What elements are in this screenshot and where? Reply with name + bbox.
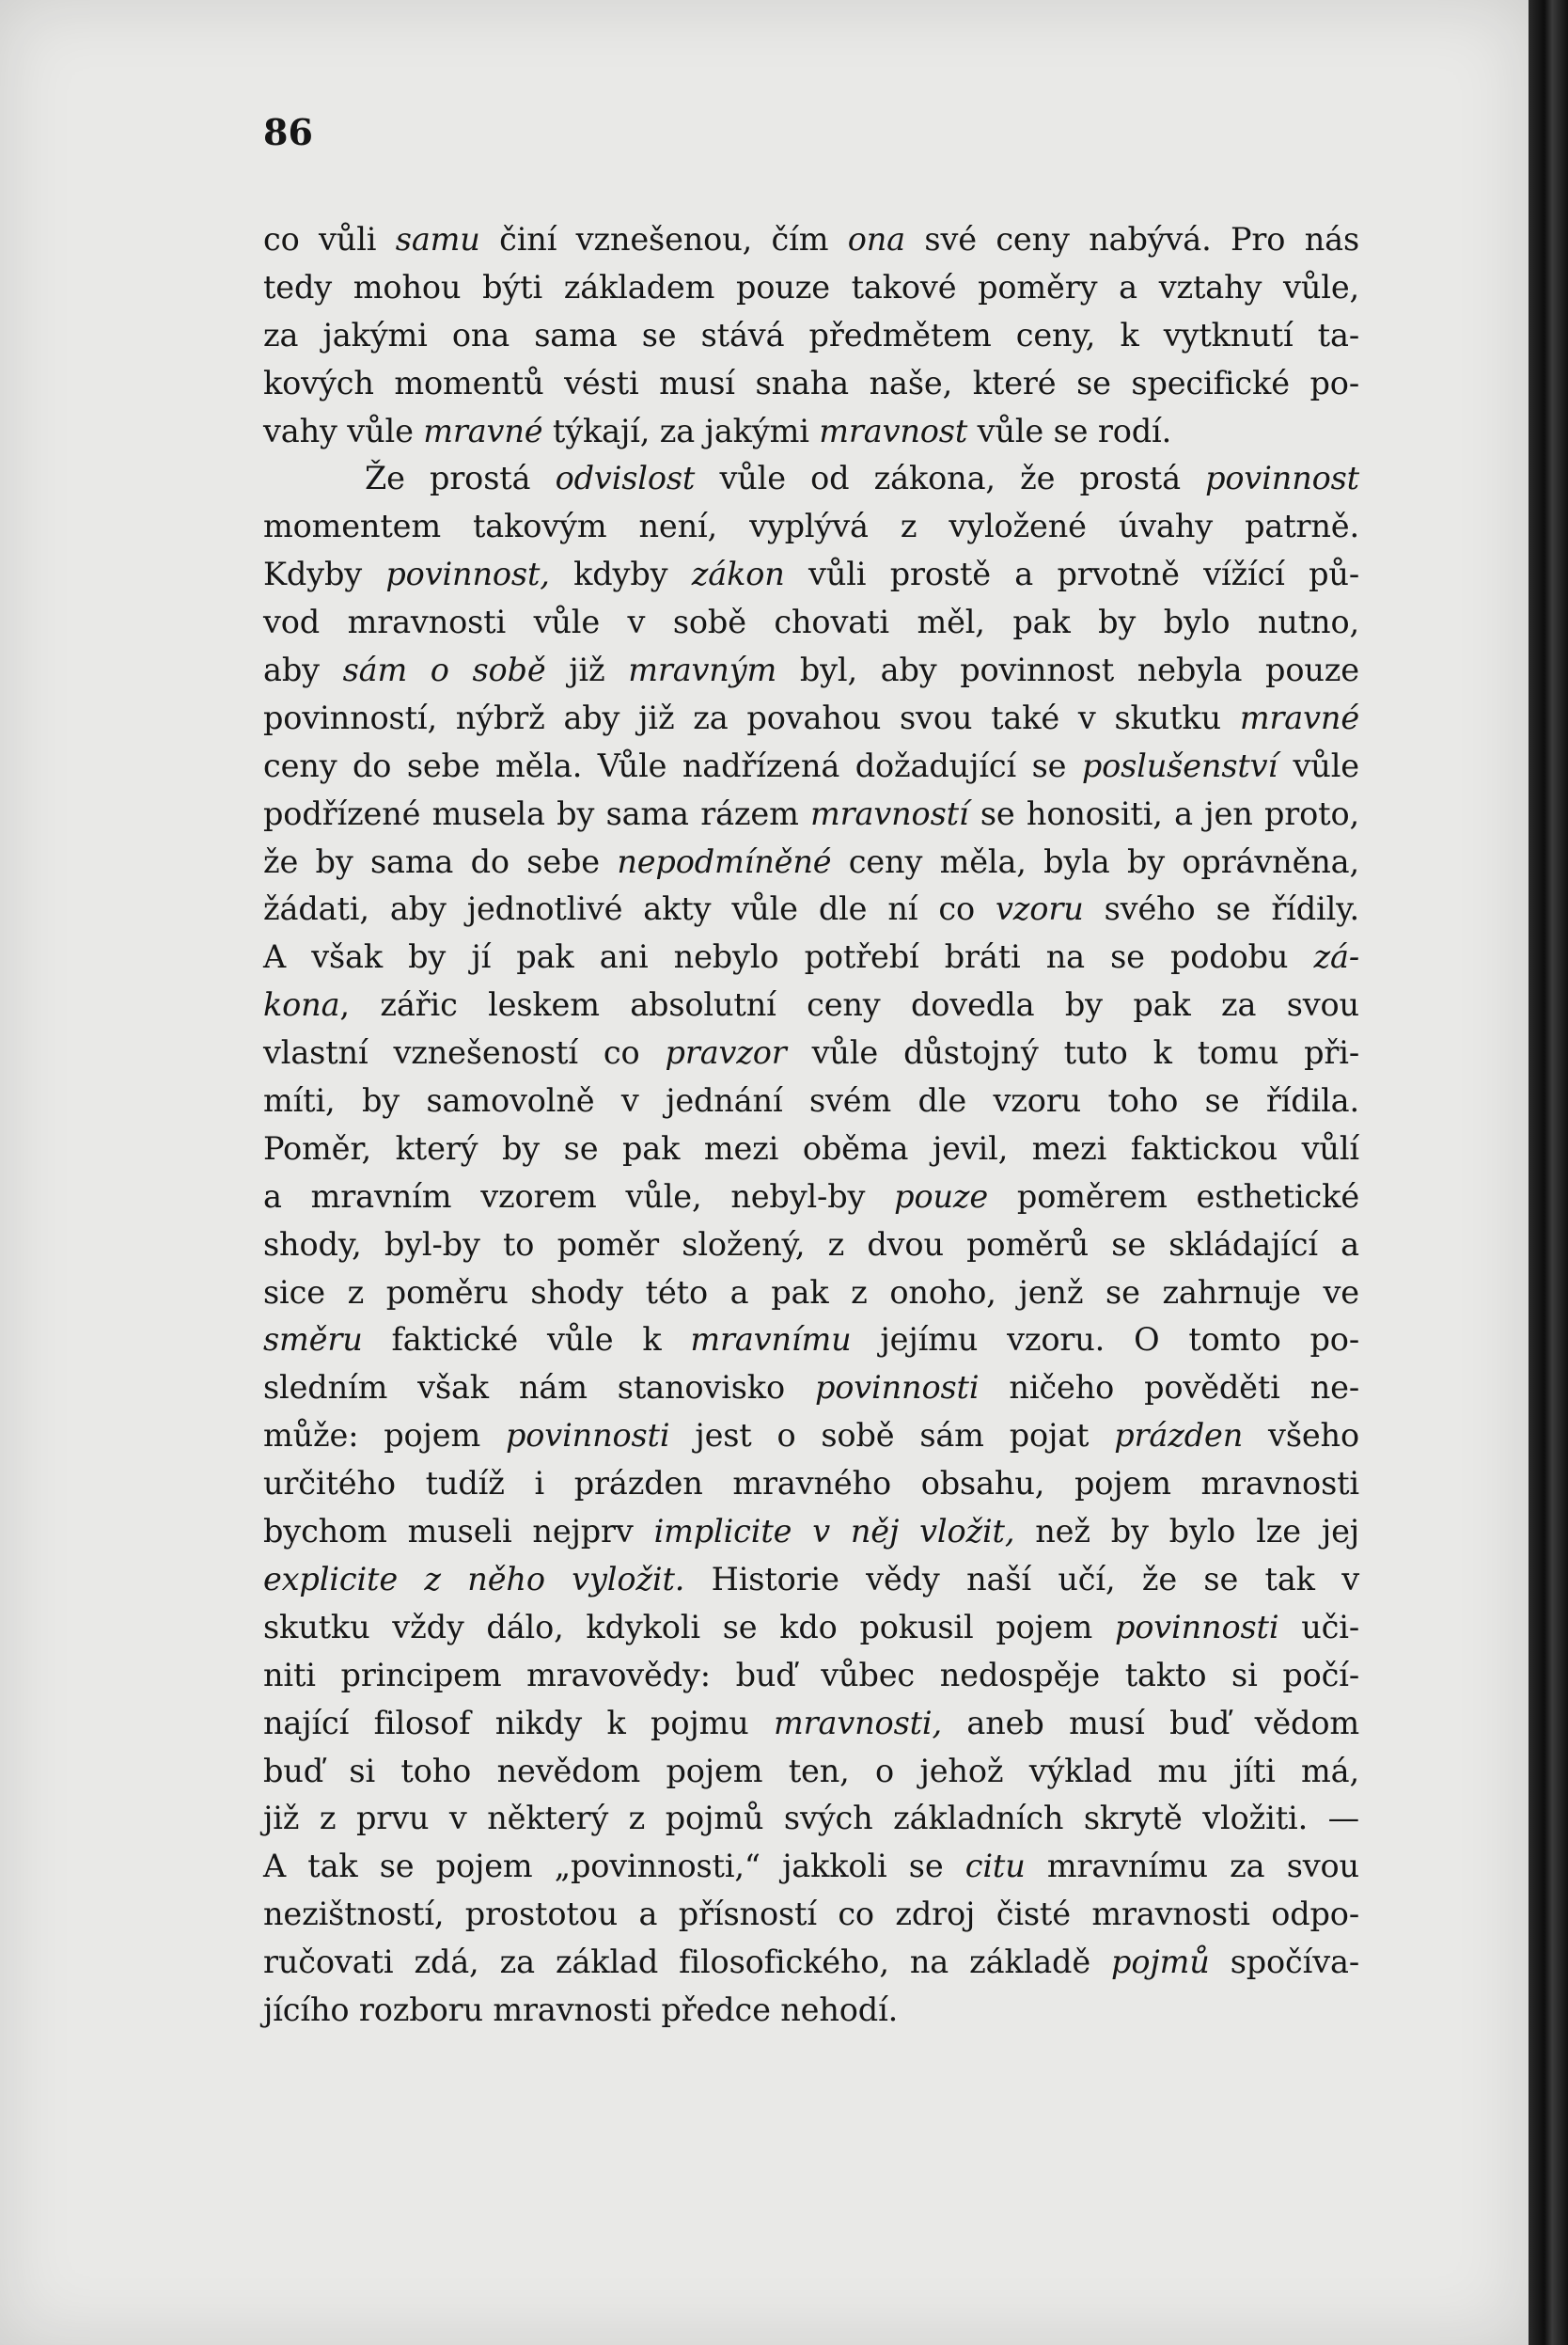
text-line [263,934,1359,982]
text-segment: Že prostá [365,460,556,497]
text-line [263,839,1359,887]
italic-text: mravnost [819,412,968,449]
text-segment: vlastní vznešeností co [263,1034,666,1072]
text-segment: vůle [1278,747,1359,784]
italic-text: mravné [1239,699,1359,736]
text-segment: všeho [1243,1417,1359,1455]
text-segment: A však by jí pak ani nebylo potřebí bráti na se podobu [263,938,1314,976]
text-segment: kdyby [549,556,692,593]
text-segment: že by sama do sebe [263,842,618,880]
text-line [263,551,1359,599]
text-segment: jejímu vzoru. O tomto po- [851,1321,1359,1359]
italic-text: vzoru [996,890,1084,928]
text-line [263,455,1359,503]
text-segment: jest o sobě sám pojat [669,1417,1115,1455]
text-segment: povinností, nýbrž aby již za povahou svou také v skutku [263,699,1240,736]
text-segment: ničeho pověděti ne- [979,1369,1359,1407]
text-segment: ceny měla, byla by oprávněna, [831,842,1360,880]
text-segment: shody, byl-by to poměr složený, z dvou poměrů se skládající a [263,1225,1359,1263]
text-segment: vahy vůle [263,412,424,449]
italic-text: povinnosti [505,1417,670,1455]
italic-text: směru [263,1321,363,1359]
text-segment: Kdyby [263,556,386,593]
text-segment: , zářic leskem absolutní ceny dovedla by pak za svou [339,986,1359,1024]
text-line [263,1460,1359,1508]
text-line [263,1221,1359,1269]
italic-text: mravným [628,652,777,689]
italic-text: mravnosti, [774,1704,942,1741]
text-line [263,1173,1359,1221]
page-edge [1529,0,1568,2345]
text-segment: aby [263,652,343,689]
text-line [263,503,1359,551]
text-segment: sledním však nám stanovisko [263,1369,815,1407]
text-segment: Poměr, který by se pak mezi oběma jevil, mezi faktickou vůlí [263,1129,1359,1167]
text-segment: poměrem esthetické [988,1177,1359,1215]
text-line [263,1030,1359,1078]
text-segment: vůli prostě a prvotně vížící pů- [784,556,1359,593]
text-line [263,216,1359,264]
text-segment: faktické vůle k [362,1321,691,1359]
text-segment: kových momentů vésti musí snaha naše, které se specifické po- [263,364,1359,401]
text-segment: činí vznešenou, čím [479,221,848,258]
text-line [263,599,1359,647]
text-line [263,1508,1359,1556]
text-line [263,1795,1359,1843]
italic-text: odvislost [555,460,696,497]
text-line [263,982,1359,1030]
italic-text: nepodmíněné [617,842,832,880]
text-segment: jícího rozboru mravnosti předce nehodí. [263,1991,899,2028]
text-line [263,886,1359,934]
text-line [263,1412,1359,1460]
text-line [263,1891,1359,1939]
text-segment: žádati, aby jednotlivé akty vůle dle ní co [263,890,996,928]
text-line [263,743,1359,791]
text-line [263,1939,1359,1987]
body-text [263,216,1359,2035]
italic-text: prázden [1114,1417,1244,1455]
text-segment: Historie vědy naší učí, že se tak v [684,1560,1359,1597]
text-segment: vůle od zákona, že prostá [695,460,1206,497]
text-segment: míti, by samovolně v jednání svém dle vzoru toho se řídila. [263,1082,1359,1120]
italic-text: explicite z něho vyložit. [263,1560,685,1597]
text-segment: může: pojem [263,1417,506,1455]
text-segment: se honositi, a jen proto, [968,795,1359,832]
italic-text: pouze [894,1177,989,1215]
text-line [263,360,1359,408]
page-number: 86 [263,111,313,153]
italic-text: povinnosti [814,1369,980,1407]
text-segment: A tak se pojem „povinnosti,“ jakkoli se [263,1848,965,1885]
text-segment: ceny do sebe měla. Vůle nadřízená dožadující se [263,747,1082,784]
text-segment: již z prvu v některý z pojmů svých základních skrytě vložiti. — [263,1800,1359,1837]
text-segment: nající filosof nikdy k pojmu [263,1704,775,1741]
italic-text: citu [964,1848,1026,1885]
text-segment: již [545,652,629,689]
italic-text: sám o sobě [342,652,546,689]
text-segment: uči- [1278,1608,1359,1645]
text-segment: niti principem mravovědy: buď vůbec nedospěje takto si počí- [263,1656,1359,1693]
text-segment: mravnímu za svou [1025,1848,1359,1885]
italic-text: kona [263,986,340,1024]
italic-text: zá- [1313,938,1359,976]
text-line [263,1269,1359,1317]
italic-text: povinnosti [1114,1608,1279,1645]
text-line [263,791,1359,839]
text-segment: vůle se rodí. [967,412,1172,449]
text-segment: svého se řídily. [1083,890,1359,928]
italic-text: mravností [810,795,969,832]
text-line [263,1987,1359,2035]
text-segment: sice z poměru shody této a pak z onoho, jenž se zahrnuje ve [263,1273,1359,1311]
text-segment: buď si toho nevědom pojem ten, o jehož výklad mu jíti má, [263,1752,1359,1789]
text-line [263,1078,1359,1125]
text-line [263,1652,1359,1700]
text-line [263,1843,1359,1891]
italic-text: implicite v něj vložit, [653,1513,1015,1550]
text-segment: a mravním vzorem vůle, nebyl-by [263,1177,895,1215]
text-line [263,1604,1359,1652]
text-line [263,408,1359,456]
text-segment: své ceny nabývá. Pro nás [905,221,1359,258]
text-segment: spočíva- [1209,1944,1359,1981]
italic-text: povinnost, [385,556,550,593]
text-segment: vůle důstojný tuto k tomu při- [786,1034,1359,1072]
text-segment: nezištností, prostotou a přísností co zdroj čisté mravnosti odpo- [263,1896,1359,1933]
text-segment: vod mravnosti vůle v sobě chovati měl, pak by bylo nutno, [263,604,1359,641]
text-line [263,1556,1359,1604]
italic-text: mravné [423,412,543,449]
italic-text: ona [847,221,906,258]
text-line [263,1748,1359,1796]
text-segment: než by bylo lze jej [1014,1513,1359,1550]
text-segment: za jakými ona sama se stává předmětem ceny, k vytknutí ta- [263,316,1359,354]
italic-text: povinnost [1205,460,1359,497]
text-segment: podřízené musela by sama rázem [263,795,811,832]
text-segment: skutku vždy dálo, kdykoli se kdo pokusil pojem [263,1608,1115,1645]
text-segment: určitého tudíž i prázden mravného obsahu, pojem mravnosti [263,1465,1359,1503]
italic-text: poslušenství [1081,747,1278,784]
italic-text: zákon [691,556,785,593]
text-segment: byl, aby povinnost nebyla pouze [776,652,1359,689]
text-segment: momentem takovým není, vyplývá z vyložené úvahy patrně. [263,508,1359,545]
text-line [263,312,1359,360]
text-line [263,1700,1359,1748]
text-line [263,695,1359,743]
text-segment: co vůli [263,221,396,258]
text-line [263,264,1359,312]
text-line [263,1364,1359,1412]
italic-text: samu [395,221,480,258]
italic-text: pojmů [1111,1944,1210,1981]
text-line [263,647,1359,695]
italic-text: mravnímu [690,1321,852,1359]
text-segment: ručovati zdá, za základ filosofického, na základě [263,1944,1112,1981]
text-segment: tedy mohou býti základem pouze takové poměry a vztahy vůle, [263,268,1359,306]
text-line [263,1316,1359,1364]
italic-text: pravzor [665,1034,787,1072]
text-segment: týkají, za jakými [542,412,820,449]
text-segment: bychom museli nejprv [263,1513,654,1550]
text-segment: aneb musí buď vědom [942,1704,1359,1741]
text-line [263,1125,1359,1173]
